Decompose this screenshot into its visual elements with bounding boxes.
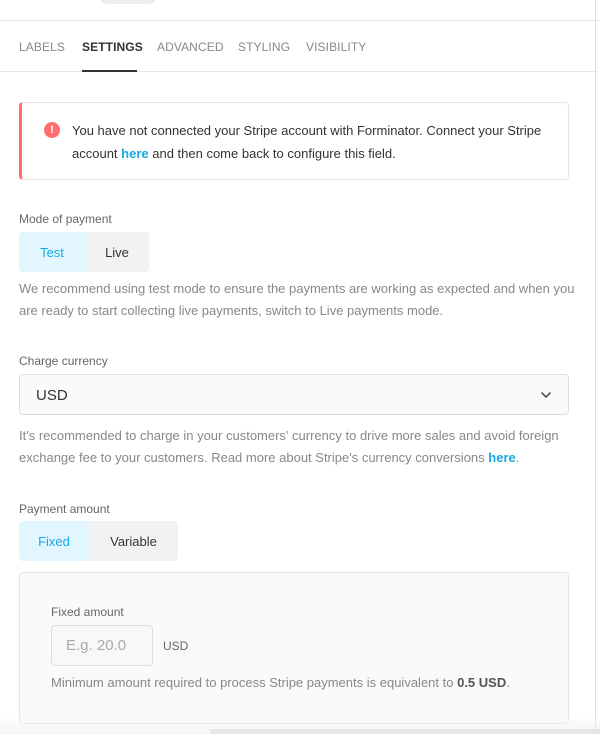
payment-amount-label: Payment amount	[19, 502, 110, 516]
min-note-period: .	[506, 675, 510, 690]
tab-visibility[interactable]: VISIBILITY	[306, 40, 367, 54]
currency-select-value: USD	[36, 387, 68, 404]
panel-right-border	[595, 0, 596, 734]
active-tab-indicator	[82, 70, 137, 72]
notice-text-after: and then come back to configure this field.	[148, 146, 396, 161]
notice-message	[72, 119, 552, 165]
minimum-amount-note	[51, 675, 510, 690]
connect-stripe-link[interactable]: here	[121, 146, 149, 161]
currency-help-text: It's recommended to charge in your customers' currency to drive more sales and avoid foreign exchange fee to your customers. Read more about Stripe's currency conversions	[19, 428, 559, 465]
charge-currency-label: Charge currency	[19, 354, 108, 368]
mode-live-button[interactable]: Live	[85, 232, 149, 272]
amount-unit: USD	[163, 639, 189, 653]
top-strip	[0, 0, 600, 21]
fixed-amount-panel	[19, 572, 569, 724]
currency-select[interactable]	[19, 374, 569, 415]
fixed-amount-label: Fixed amount	[51, 605, 124, 619]
mode-of-payment-toggle	[19, 232, 149, 272]
mode-test-button[interactable]: Test	[19, 232, 85, 272]
amount-variable-button[interactable]: Variable	[89, 521, 178, 561]
tab-advanced[interactable]: ADVANCED	[157, 40, 224, 54]
currency-conversions-link[interactable]: here	[488, 450, 516, 465]
fixed-amount-input[interactable]	[51, 625, 153, 666]
header-pill	[100, 0, 156, 4]
alert-circle-icon: !	[44, 122, 60, 138]
charge-currency-help	[19, 425, 579, 469]
min-note-value: 0.5 USD	[457, 675, 507, 690]
amount-fixed-button[interactable]: Fixed	[19, 521, 89, 561]
stripe-not-connected-notice	[19, 102, 569, 180]
min-note-text: Minimum amount required to process Stripe payments is equivalent to	[51, 675, 458, 690]
tab-bar	[0, 21, 598, 72]
tab-styling[interactable]: STYLING	[238, 40, 291, 54]
tab-settings[interactable]: SETTINGS	[82, 40, 143, 54]
chevron-down-icon	[540, 389, 552, 401]
mode-of-payment-label: Mode of payment	[19, 212, 112, 226]
mode-of-payment-help: We recommend using test mode to ensure the payments are working as expected and when you are ready to start collecting live payments, switch to Live payments mode.	[19, 281, 575, 318]
payment-amount-toggle	[19, 521, 178, 561]
bottom-overlap-shadow	[210, 729, 600, 734]
currency-help-period: .	[515, 450, 520, 465]
tab-labels[interactable]: LABELS	[19, 40, 65, 54]
notice-text-before: You have not connected your Stripe account with Forminator. Connect your Stripe account	[72, 123, 542, 161]
